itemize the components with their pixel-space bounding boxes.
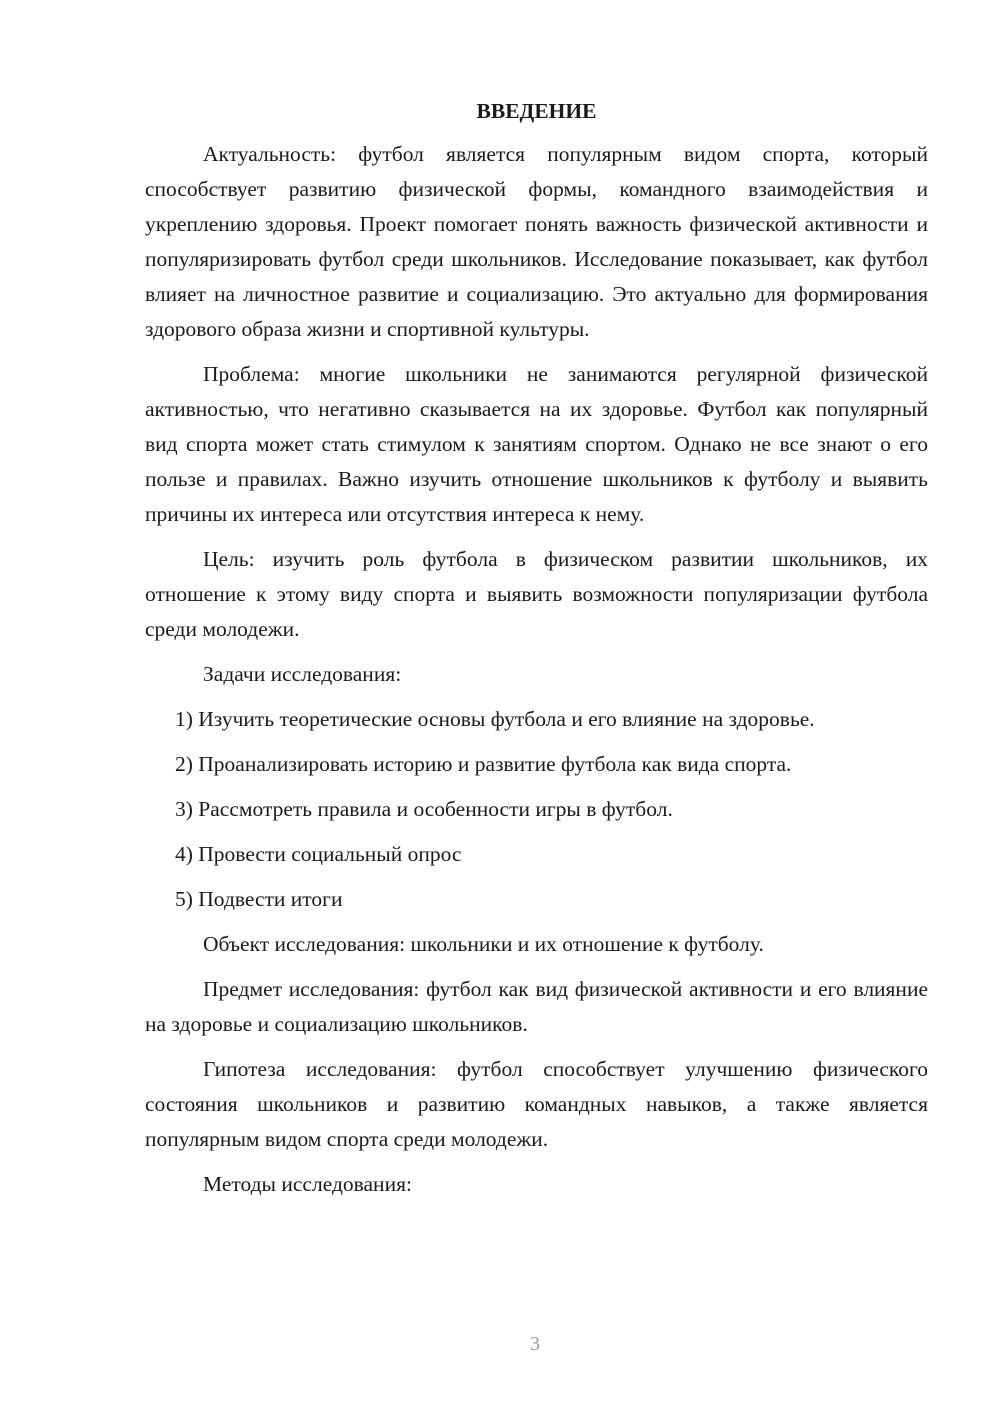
paragraph-relevance: Актуальность: футбол является популярным видом спорта, который способствует развитию физической формы, командного взаимодействия и укреплению здоровья. Проект помогает понять важность физической активности и популяризировать футбол среди школьников. Исследование показывает, как футбол влияет на личностное развитие и социализацию. Это актуально для формирования здорового образа жизни и спортивной культуры. [145,142,928,341]
task-item: 5) Подвести итоги [175,887,343,911]
page-number: 3 [530,1333,540,1355]
tasks-label: Задачи исследования: [203,662,402,686]
task-item: 4) Провести социальный опрос [175,842,462,866]
paragraph-hypothesis: Гипотеза исследования: футбол способствует улучшению физического состояния школьников и развитию командных навыков, а также является популярным видом спорта среди молодежи. [145,1057,928,1151]
paragraph-goal: Цель: изучить роль футбола в физическом развитии школьников, их отношение к этому виду спорта и выявить возможности популяризации футбола среди молодежи. [145,547,928,641]
task-item: 3) Рассмотреть правила и особенности игры в футбол. [175,797,673,821]
task-list [145,702,928,917]
paragraph-problem: Проблема: многие школьники не занимаются регулярной физической активностью, что негативно сказывается на их здоровье. Футбол как популярный вид спорта может стать стимулом к занятиям спортом. Однако не все знают о его пользе и правилах. Важно изучить отношение школьников к футболу и выявить причины их интереса или отсутствия интереса к нему. [145,362,928,526]
document-page [145,95,928,1212]
section-title: ВВЕДЕНИЕ [476,99,597,123]
task-item: 1) Изучить теоретические основы футбола и его влияние на здоровье. [175,707,815,731]
task-item: 2) Проанализировать историю и развитие футбола как вида спорта. [175,752,792,776]
paragraph-object: Объект исследования: школьники и их отношение к футболу. [203,932,764,956]
paragraph-subject: Предмет исследования: футбол как вид физической активности и его влияние на здоровье и социализацию школьников. [145,977,928,1036]
methods-label: Методы исследования: [203,1172,412,1196]
